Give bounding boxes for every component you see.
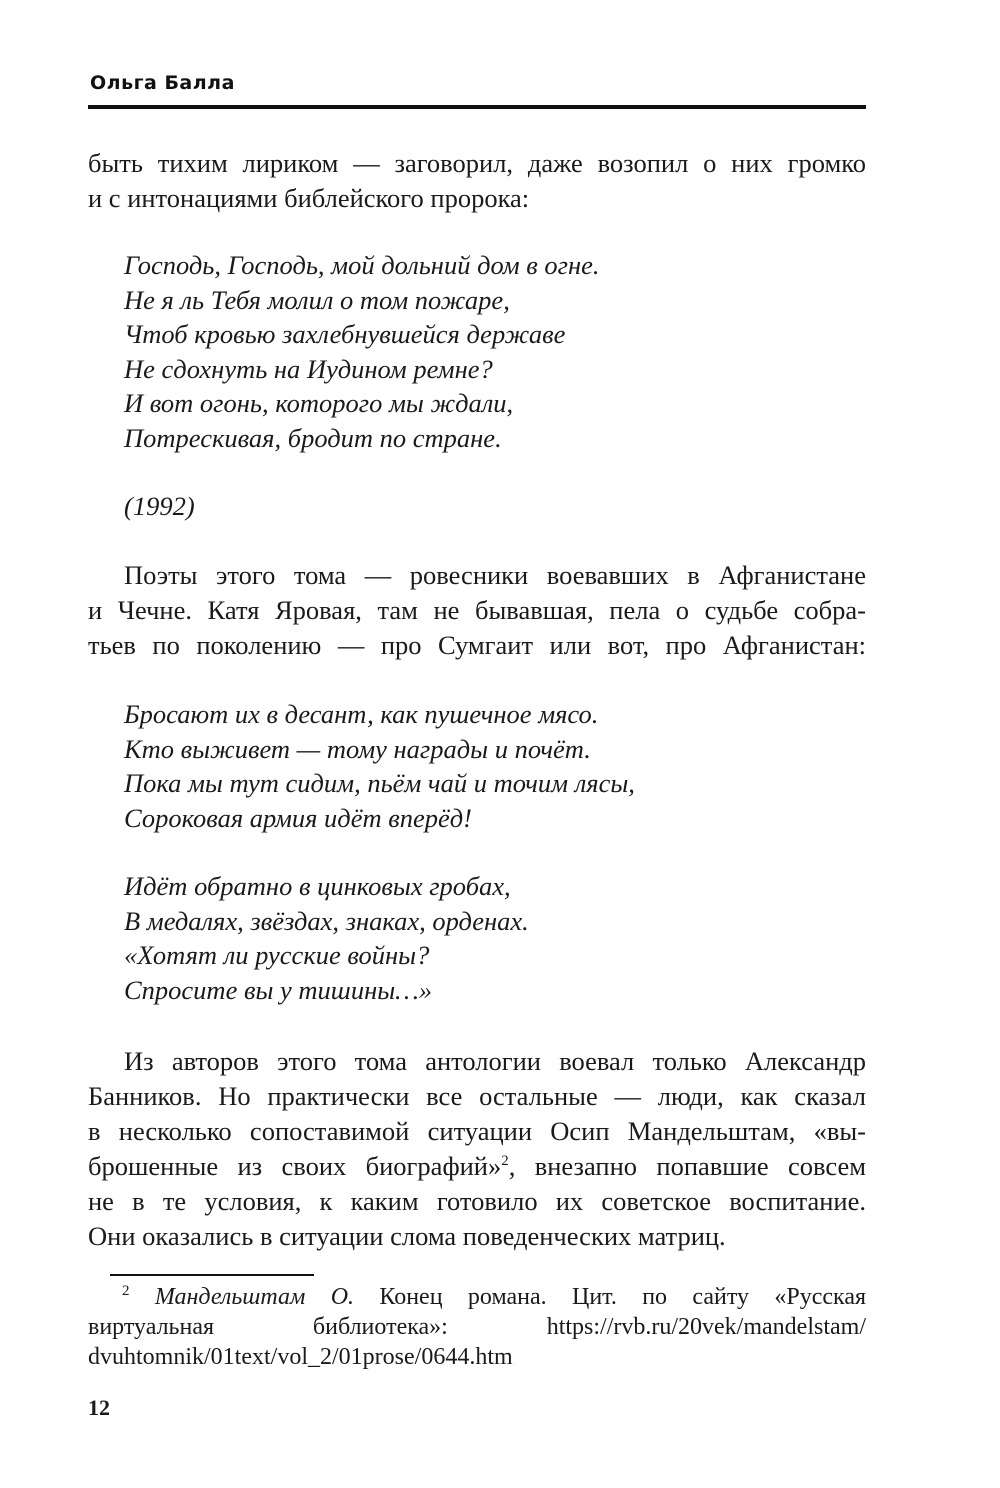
poem-2-line: Кто выживет — тому награды и почёт. xyxy=(124,733,591,764)
footnote-line-1 xyxy=(88,1282,866,1312)
poem-2-line: Спросите вы у тишины…» xyxy=(124,974,432,1005)
poem-2-line: Бросают их в десант, как пушечное мясо. xyxy=(124,699,599,729)
poem-2-stanza-1 xyxy=(124,697,635,835)
paragraph-3-line: Из авторов этого тома антологии воевал только Александр xyxy=(124,1046,866,1076)
poem-1-line: Чтоб кровью захлебнувшейся державе xyxy=(124,319,566,350)
paragraph-3-line: Они оказались в ситуации слома поведенческих матриц. xyxy=(88,1221,726,1251)
paragraph-2 xyxy=(88,558,866,663)
footnote-author: Мандельштам О. xyxy=(154,1284,355,1310)
running-head-author: Ольга Балла xyxy=(90,72,235,94)
paragraph-3-line: Банников. Но практически все остальные — люди, как сказал xyxy=(88,1081,866,1111)
footnote-text: Конец романа. Цит. по сайту «Русская xyxy=(354,1284,867,1310)
footnote-url[interactable]: dvuhtomnik/01text/vol_2/01prose/0644.htm xyxy=(88,1344,513,1370)
intro-paragraph xyxy=(88,146,866,216)
poem-1-date: (1992) xyxy=(124,491,195,521)
paragraph-3 xyxy=(88,1044,866,1254)
paragraph-3-text: , внезапно попавшие совсем xyxy=(508,1151,866,1181)
poem-2-line: Идёт обратно в цинковых гробах, xyxy=(124,871,511,901)
poem-1-line: Господь, Господь, мой дольний дом в огне. xyxy=(124,250,600,280)
poem-2-line: Сороковая армия идёт вперёд! xyxy=(124,802,472,833)
poem-2-line: В медалях, звёздах, знаках, орденах. xyxy=(124,905,529,936)
poem-2-stanza-2 xyxy=(124,869,529,1007)
footnote-rule xyxy=(110,1274,314,1276)
poem-1-line: И вот огонь, которого мы ждали, xyxy=(124,388,514,419)
paragraph-3-text: брошенные из своих биографий» xyxy=(88,1151,502,1181)
footnote xyxy=(88,1282,866,1372)
footnote-number: 2 xyxy=(122,1283,130,1299)
paragraph-3-line: не в те условия, к каким готовило их советское воспитание. xyxy=(88,1186,866,1216)
poem-1 xyxy=(124,248,600,456)
paragraph-2-line: и Чечне. Катя Яровая, там не бывавшая, пела о судьбе собра- xyxy=(88,595,866,625)
paragraph-3-line: в несколько сопоставимой ситуации Осип Мандельштам, «вы- xyxy=(88,1116,866,1146)
intro-line-1: быть тихим лириком — заговорил, даже возопил о них громко xyxy=(88,148,866,178)
footnote-reference[interactable]: 2 xyxy=(501,1153,509,1170)
poem-1-line: Потрескивая, бродит по стране. xyxy=(124,422,502,453)
intro-line-2: и с интонациями библейского пророка: xyxy=(88,183,530,213)
poem-2-line: «Хотят ли русские войны? xyxy=(124,940,430,971)
poem-1-line: Не сдохнуть на Иудином ремне? xyxy=(124,353,493,384)
poem-2-line: Пока мы тут сидим, пьём чай и точим лясы, xyxy=(124,768,635,799)
paragraph-2-line: тьев по поколению — про Сумгаит или вот, про Афганистан: xyxy=(88,630,866,660)
paragraph-3-line-with-footnote xyxy=(88,1149,866,1184)
paragraph-2-line: Поэты этого тома — ровесники воевавших в Афганистане xyxy=(124,560,866,590)
footnote-line-2[interactable]: виртуальная библиотека»: https://rvb.ru/20vek/mandelstam/ xyxy=(88,1314,866,1340)
header-rule xyxy=(88,105,866,109)
page-number: 12 xyxy=(88,1395,110,1420)
poem-1-line: Не я ль Тебя молил о том пожаре, xyxy=(124,284,510,315)
